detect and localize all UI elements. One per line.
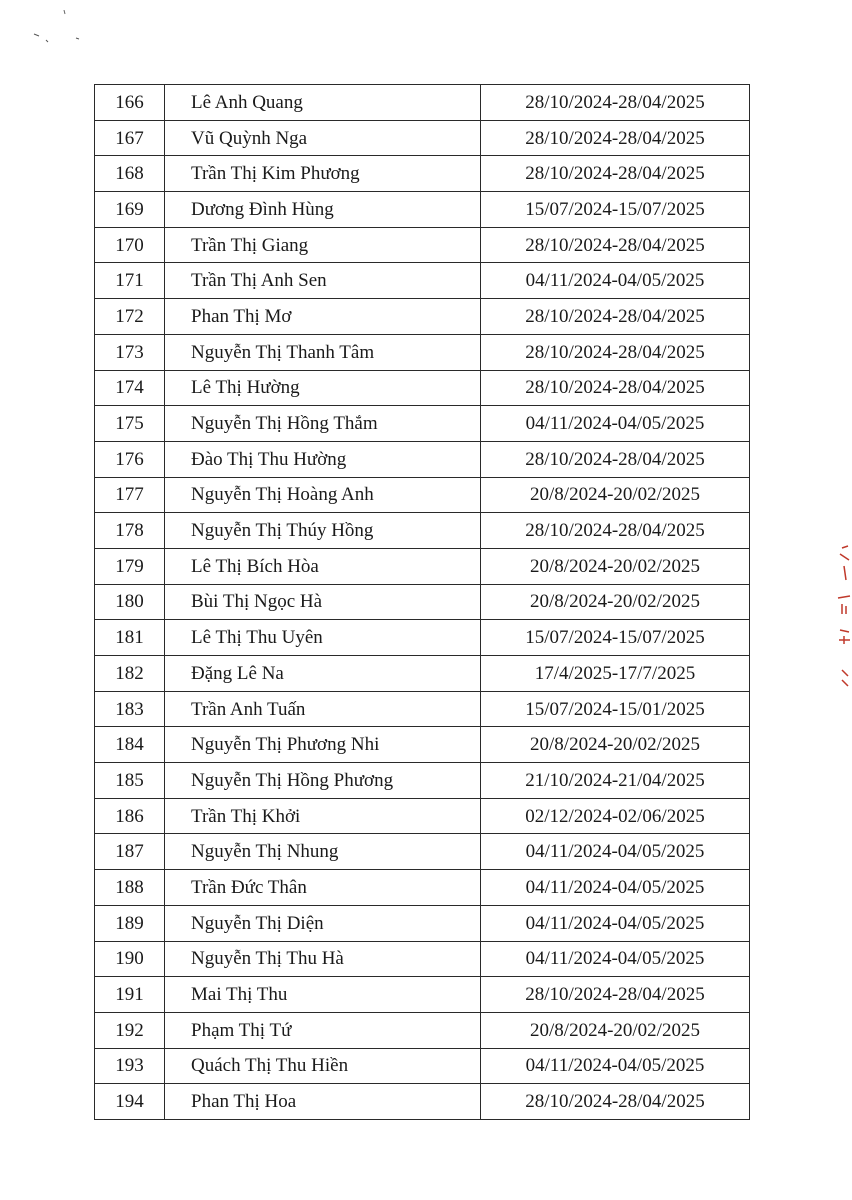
row-number-cell: 183 [95, 691, 165, 727]
personnel-table-body [95, 85, 750, 1120]
date-range-cell: 28/10/2024-28/04/2025 [481, 441, 750, 477]
table-row [95, 691, 750, 727]
date-range-cell: 28/10/2024-28/04/2025 [481, 120, 750, 156]
person-name-cell: Nguyễn Thị Thúy Hồng [165, 513, 481, 549]
person-name-cell: Trần Thị Khởi [165, 798, 481, 834]
person-name-cell: Nguyễn Thị Thu Hà [165, 941, 481, 977]
date-range-cell: 28/10/2024-28/04/2025 [481, 977, 750, 1013]
date-range-cell: 04/11/2024-04/05/2025 [481, 406, 750, 442]
row-number-cell: 181 [95, 620, 165, 656]
row-number-cell: 177 [95, 477, 165, 513]
date-range-cell: 04/11/2024-04/05/2025 [481, 263, 750, 299]
row-number-cell: 185 [95, 763, 165, 799]
person-name-cell: Quách Thị Thu Hiền [165, 1048, 481, 1084]
table-row [95, 620, 750, 656]
date-range-cell: 20/8/2024-20/02/2025 [481, 1012, 750, 1048]
row-number-cell: 175 [95, 406, 165, 442]
table-row [95, 334, 750, 370]
person-name-cell: Đặng Lê Na [165, 656, 481, 692]
date-range-cell: 20/8/2024-20/02/2025 [481, 584, 750, 620]
date-range-cell: 28/10/2024-28/04/2025 [481, 227, 750, 263]
row-number-cell: 189 [95, 905, 165, 941]
table-row [95, 513, 750, 549]
personnel-table [94, 84, 750, 1120]
row-number-cell: 184 [95, 727, 165, 763]
date-range-cell: 04/11/2024-04/05/2025 [481, 941, 750, 977]
table-row [95, 727, 750, 763]
row-number-cell: 178 [95, 513, 165, 549]
person-name-cell: Phan Thị Hoa [165, 1084, 481, 1120]
date-range-cell: 28/10/2024-28/04/2025 [481, 85, 750, 121]
table-row [95, 441, 750, 477]
row-number-cell: 190 [95, 941, 165, 977]
table-row [95, 477, 750, 513]
person-name-cell: Trần Thị Kim Phương [165, 156, 481, 192]
person-name-cell: Trần Anh Tuấn [165, 691, 481, 727]
person-name-cell: Nguyễn Thị Hoàng Anh [165, 477, 481, 513]
person-name-cell: Lê Thị Hường [165, 370, 481, 406]
row-number-cell: 168 [95, 156, 165, 192]
person-name-cell: Trần Đức Thân [165, 870, 481, 906]
table-row [95, 905, 750, 941]
date-range-cell: 20/8/2024-20/02/2025 [481, 548, 750, 584]
date-range-cell: 15/07/2024-15/07/2025 [481, 620, 750, 656]
row-number-cell: 172 [95, 299, 165, 335]
date-range-cell: 04/11/2024-04/05/2025 [481, 834, 750, 870]
row-number-cell: 182 [95, 656, 165, 692]
date-range-cell: 20/8/2024-20/02/2025 [481, 477, 750, 513]
date-range-cell: 28/10/2024-28/04/2025 [481, 1084, 750, 1120]
row-number-cell: 169 [95, 192, 165, 228]
person-name-cell: Lê Thị Thu Uyên [165, 620, 481, 656]
row-number-cell: 179 [95, 548, 165, 584]
date-range-cell: 28/10/2024-28/04/2025 [481, 370, 750, 406]
row-number-cell: 188 [95, 870, 165, 906]
table-row [95, 406, 750, 442]
table-row [95, 227, 750, 263]
table-row [95, 156, 750, 192]
date-range-cell: 28/10/2024-28/04/2025 [481, 334, 750, 370]
table-row [95, 1012, 750, 1048]
table-row [95, 370, 750, 406]
row-number-cell: 166 [95, 85, 165, 121]
table-row [95, 763, 750, 799]
person-name-cell: Trần Thị Giang [165, 227, 481, 263]
table-row [95, 263, 750, 299]
person-name-cell: Nguyễn Thị Nhung [165, 834, 481, 870]
date-range-cell: 28/10/2024-28/04/2025 [481, 513, 750, 549]
table-row [95, 192, 750, 228]
table-row [95, 834, 750, 870]
row-number-cell: 180 [95, 584, 165, 620]
person-name-cell: Nguyễn Thị Diện [165, 905, 481, 941]
date-range-cell: 04/11/2024-04/05/2025 [481, 870, 750, 906]
table-row [95, 870, 750, 906]
table-row [95, 798, 750, 834]
table-row [95, 977, 750, 1013]
person-name-cell: Lê Anh Quang [165, 85, 481, 121]
red-stamp-edge [830, 540, 852, 700]
date-range-cell: 20/8/2024-20/02/2025 [481, 727, 750, 763]
person-name-cell: Nguyễn Thị Hồng Phương [165, 763, 481, 799]
table-row [95, 1084, 750, 1120]
date-range-cell: 04/11/2024-04/05/2025 [481, 905, 750, 941]
person-name-cell: Đào Thị Thu Hường [165, 441, 481, 477]
table-row [95, 299, 750, 335]
row-number-cell: 171 [95, 263, 165, 299]
date-range-cell: 21/10/2024-21/04/2025 [481, 763, 750, 799]
table-row [95, 1048, 750, 1084]
person-name-cell: Vũ Quỳnh Nga [165, 120, 481, 156]
person-name-cell: Nguyễn Thị Phương Nhi [165, 727, 481, 763]
date-range-cell: 15/07/2024-15/01/2025 [481, 691, 750, 727]
person-name-cell: Lê Thị Bích Hòa [165, 548, 481, 584]
date-range-cell: 15/07/2024-15/07/2025 [481, 192, 750, 228]
person-name-cell: Trần Thị Anh Sen [165, 263, 481, 299]
person-name-cell: Phạm Thị Tứ [165, 1012, 481, 1048]
date-range-cell: 28/10/2024-28/04/2025 [481, 299, 750, 335]
row-number-cell: 167 [95, 120, 165, 156]
row-number-cell: 193 [95, 1048, 165, 1084]
person-name-cell: Bùi Thị Ngọc Hà [165, 584, 481, 620]
row-number-cell: 173 [95, 334, 165, 370]
table-row [95, 941, 750, 977]
person-name-cell: Mai Thị Thu [165, 977, 481, 1013]
row-number-cell: 186 [95, 798, 165, 834]
date-range-cell: 02/12/2024-02/06/2025 [481, 798, 750, 834]
person-name-cell: Nguyễn Thị Hồng Thắm [165, 406, 481, 442]
row-number-cell: 176 [95, 441, 165, 477]
row-number-cell: 191 [95, 977, 165, 1013]
table-row [95, 656, 750, 692]
date-range-cell: 17/4/2025-17/7/2025 [481, 656, 750, 692]
table-row [95, 584, 750, 620]
date-range-cell: 04/11/2024-04/05/2025 [481, 1048, 750, 1084]
row-number-cell: 187 [95, 834, 165, 870]
row-number-cell: 192 [95, 1012, 165, 1048]
person-name-cell: Dương Đình Hùng [165, 192, 481, 228]
row-number-cell: 170 [95, 227, 165, 263]
table-row [95, 120, 750, 156]
person-name-cell: Phan Thị Mơ [165, 299, 481, 335]
person-name-cell: Nguyễn Thị Thanh Tâm [165, 334, 481, 370]
table-row [95, 85, 750, 121]
date-range-cell: 28/10/2024-28/04/2025 [481, 156, 750, 192]
table-row [95, 548, 750, 584]
scan-corner-marks [30, 10, 90, 50]
row-number-cell: 174 [95, 370, 165, 406]
row-number-cell: 194 [95, 1084, 165, 1120]
